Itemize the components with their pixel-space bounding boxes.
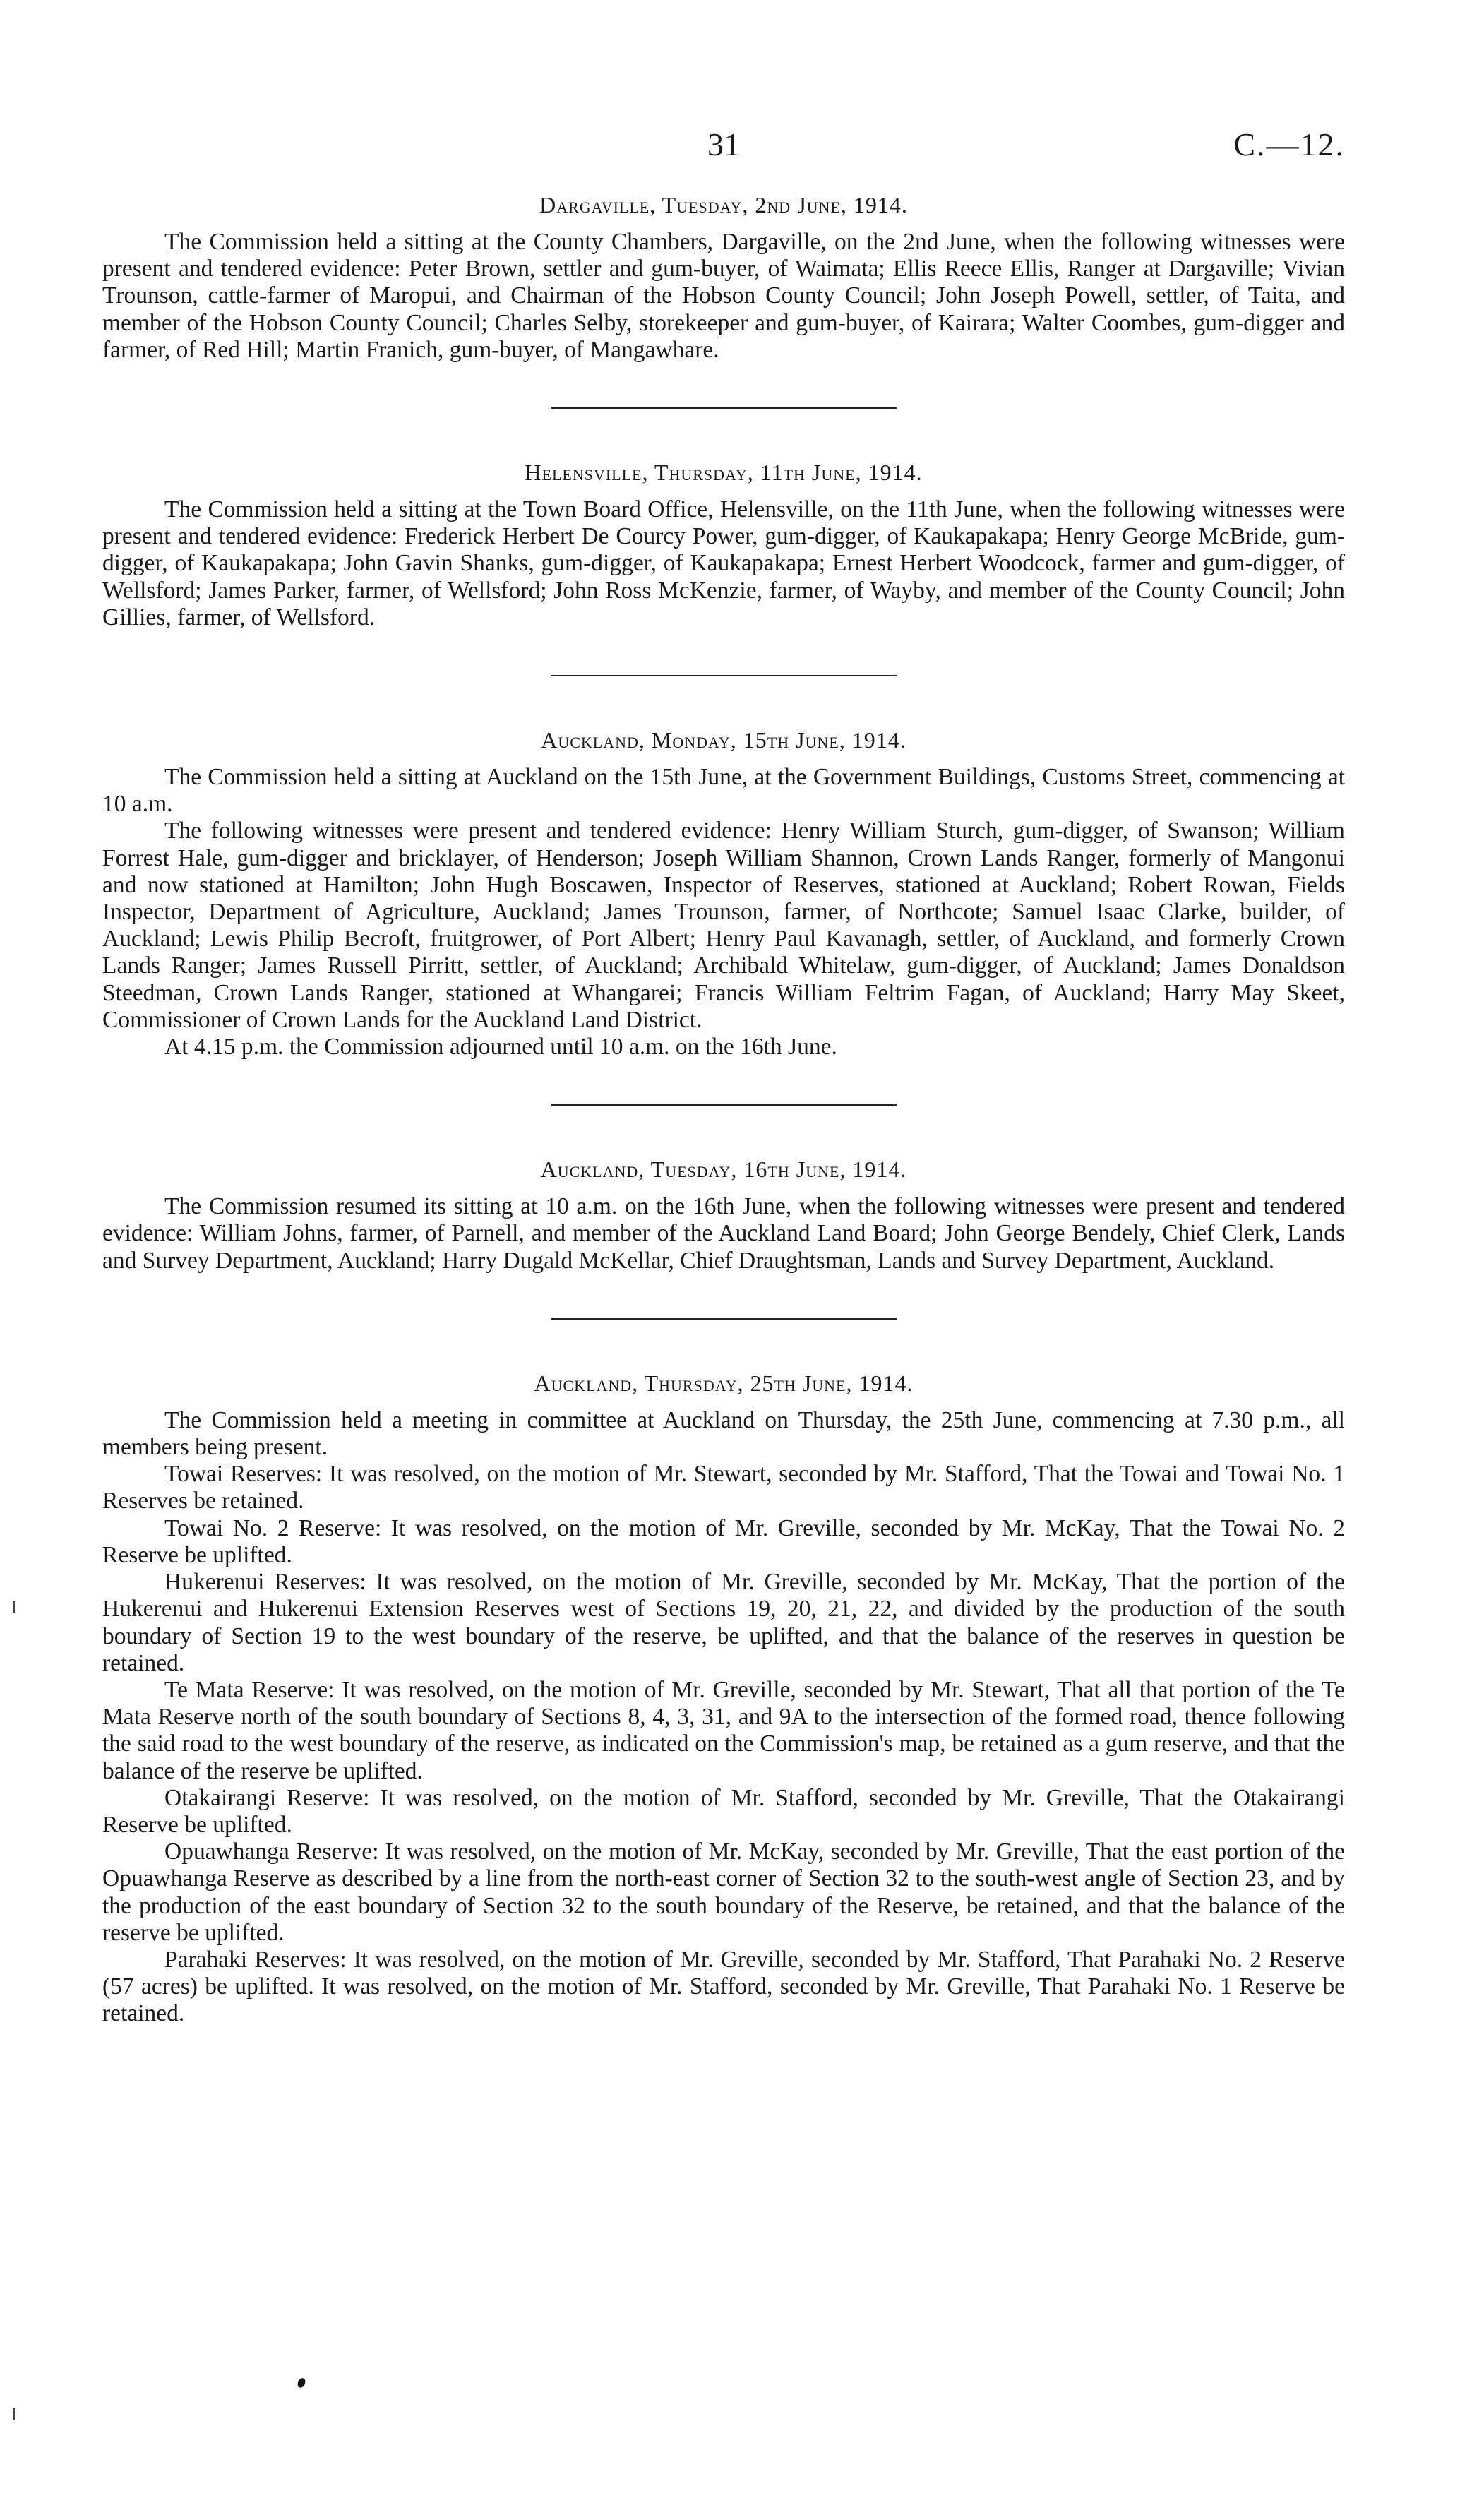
paragraph: The Commission held a sitting at the Town Board Office, Helensville, on the 11th June, when the following witnesses were present and tendered evidence: Frederick Herbert De Courcy Power, gum-digger, of Kaukapakapa; Henry George McBride, gum-digger, of Kaukapakapa; John Gavin Shanks, gum-digger, of Kaukapakapa; Ernest Herbert Woodcock, farmer and gum-digger, of Wellsford; James Parker, farmer, of Wellsford; John Ross McKenzie, farmer, of Wayby, and member of the County Council; John Gillies, farmer, of Wellsford. — [102, 496, 1345, 631]
section-heading: Helensville, Thursday, 11th June, 1914. — [525, 460, 923, 486]
section-divider — [551, 675, 897, 676]
paragraph: The Commission held a sitting at Auckland on the 15th June, at the Government Buildings, Customs Street, commencing at 10 a.m. — [102, 764, 1345, 818]
paragraph: The following witnesses were present and tendered evidence: Henry William Sturch, gum-digger, of Swanson; William Forrest Hale, gum-digger and bricklayer, of Henderson; Joseph William Shannon, Crown Lands Ranger, formerly of Mangonui and now stationed at Hamilton; John Hugh Boscawen, Inspector of Reserves, stationed at Auckland; Robert Rowan, Fields Inspector, Department of Agriculture, Auckland; James Trounson, farmer, of Northcote; Samuel Isaac Clarke, builder, of Auckland; Lewis Philip Becroft, fruitgrower, of Port Albert; Henry Paul Kavanagh, settler, of Auckland, and formerly Crown Lands Ranger; James Russell Pirritt, settler, of Auckland; Archibald Whitelaw, gum-digger, of Auckland; James Donaldson Steedman, Crown Lands Ranger, stationed at Whangarei; Francis William Feltrim Fagan, of Auckland; Harry May Skeet, Commissioner of Crown Lands for the Auckland Land District. — [102, 818, 1345, 1033]
page-body — [102, 191, 1345, 2028]
paragraph: Towai No. 2 Reserve: It was resolved, on the motion of Mr. Greville, seconded by Mr. McKay, That the Towai No. 2 Reserve be uplifted. — [102, 1514, 1345, 1568]
section-auckland-16th — [102, 1155, 1345, 1274]
paragraph: Te Mata Reserve: It was resolved, on the motion of Mr. Greville, seconded by Mr. Stewart, That all that portion of the Te Mata Reserve north of the south boundary of Sections 8, 4, 3, 31, and 9A to the intersection of the formed road, thence following the said road to the west boundary of the reserve, as indicated on the Commission's map, be retained as a gum reserve, and that the balance of the reserve be uplifted. — [102, 1676, 1345, 1784]
paragraph: Hukerenui Reserves: It was resolved, on the motion of Mr. Greville, seconded by Mr. McKay, That the portion of the Hukerenui and Hukerenui Extension Reserves west of Sections 19, 20, 21, 22, and divided by the production of the south boundary of Section 19 to the west boundary of the reserve, be uplifted, and that the balance of the reserves in question be retained. — [102, 1569, 1345, 1676]
page-number: 31 — [707, 126, 740, 162]
section-heading: Dargaville, Tuesday, 2nd June, 1914. — [539, 192, 908, 217]
ink-blot — [297, 2377, 307, 2389]
paragraph: At 4.15 p.m. the Commission adjourned until 10 a.m. on the 16th June. — [164, 1034, 837, 1060]
section-divider — [551, 1104, 897, 1106]
paragraph: The Commission held a meeting in committee at Auckland on Thursday, the 25th June, commencing at 7.30 p.m., all members being present. — [102, 1406, 1345, 1461]
margin-mark — [13, 1601, 15, 1613]
page-header — [102, 126, 1345, 168]
margin-mark — [13, 2408, 15, 2420]
section-heading: Auckland, Tuesday, 16th June, 1914. — [540, 1157, 907, 1183]
section-heading: Auckland, Monday, 15th June, 1914. — [541, 727, 906, 753]
section-auckland-15th — [102, 726, 1345, 1060]
paragraph: Parahaki Reserves: It was resolved, on the motion of Mr. Greville, seconded by Mr. Stafford, That Parahaki No. 2 Reserve (57 acres) be uplifted. It was resolved, on the motion of Mr. Stafford, seconded by Mr. Greville, That Parahaki No. 1 Reserve be retained. — [102, 1946, 1345, 2027]
paragraph: Opuawhanga Reserve: It was resolved, on the motion of Mr. McKay, seconded by Mr. Greville, That the east portion of the Opuawhanga Reserve as described by a line from the north-east corner of Section 32 to the south-west angle of Section 23, and by the production of the east boundary of Section 32 to the south boundary of the Reserve, be retained, and that the balance of the reserve be uplifted. — [102, 1839, 1345, 1946]
paragraph: The Commission held a sitting at the County Chambers, Dargaville, on the 2nd June, when the following witnesses were present and tendered evidence: Peter Brown, settler and gum-buyer, of Waimata; Ellis Reece Ellis, Ranger at Dargaville; Vivian Trounson, cattle-farmer of Maropui, and Chairman of the Hobson County Council; John Joseph Powell, settler, of Taita, and member of the Hobson County Council; Charles Selby, storekeeper and gum-buyer, of Kairara; Walter Coombes, gum-digger and farmer, of Red Hill; Martin Franich, gum-buyer, of Mangawhare. — [102, 229, 1345, 363]
paragraph: Towai Reserves: It was resolved, on the motion of Mr. Stewart, seconded by Mr. Stafford, That the Towai and Towai No. 1 Reserves be retained. — [102, 1461, 1345, 1514]
section-heading: Auckland, Thursday, 25th June, 1914. — [534, 1370, 914, 1396]
section-divider — [551, 407, 897, 409]
section-dargaville — [102, 191, 1345, 364]
paper-reference: C.—12. — [1233, 126, 1345, 162]
section-auckland-25th — [102, 1369, 1345, 2028]
paragraph: Otakairangi Reserve: It was resolved, on the motion of Mr. Stafford, seconded by Mr. Greville, That the Otakairangi Reserve be uplifted. — [102, 1784, 1345, 1838]
paragraph: The Commission resumed its sitting at 10 a.m. on the 16th June, when the following witnesses were present and tendered evidence: William Johns, farmer, of Parnell, and member of the Auckland Land Board; John George Bendely, Chief Clerk, Lands and Survey Department, Auckland; Harry Dugald McKellar, Chief Draughtsman, Lands and Survey Department, Auckland. — [102, 1193, 1345, 1274]
section-divider — [551, 1318, 897, 1320]
section-helensville — [102, 458, 1345, 631]
